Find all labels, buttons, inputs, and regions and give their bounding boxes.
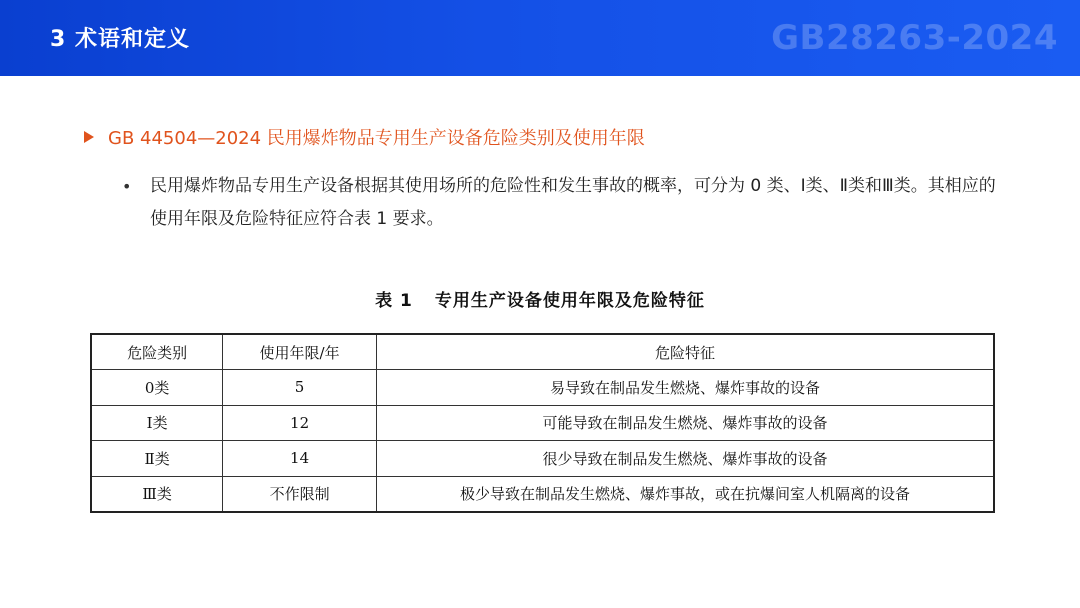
- table-row: [91, 441, 994, 477]
- table-row: [91, 405, 994, 441]
- bullet-text: 民用爆炸物品专用生产设备根据其使用场所的危险性和发生事故的概率，可分为 0 类、Ⅰ类、Ⅱ类和Ⅲ类。其相应的使用年限及危险特征应符合表 1 要求。: [150, 176, 996, 229]
- slide-title: 3 术语和定义: [50, 27, 190, 52]
- table-row: [91, 476, 994, 512]
- cell-category: Ⅰ类: [91, 405, 223, 441]
- triangle-right-icon: [84, 131, 94, 143]
- header-cell-category: 危险类别: [91, 334, 223, 370]
- header-cell-feature: 危险特征: [376, 334, 994, 370]
- cell-years: 5: [223, 370, 377, 406]
- cell-feature: 易导致在制品发生燃烧、爆炸事故的设备: [376, 370, 994, 406]
- cell-feature: 可能导致在制品发生燃烧、爆炸事故的设备: [376, 405, 994, 441]
- standard-watermark: GB28263-2024: [771, 18, 1058, 58]
- cell-years: 不作限制: [223, 476, 377, 512]
- table-caption-title: 专用生产设备使用年限及危险特征: [434, 291, 705, 311]
- header-bar: [0, 0, 1080, 76]
- cell-category: Ⅲ类: [91, 476, 223, 512]
- equipment-table: [90, 333, 995, 513]
- table-caption-number: 表 1: [375, 291, 413, 311]
- table-row: [91, 370, 994, 406]
- section-heading: [84, 124, 645, 150]
- bullet-icon: •: [122, 177, 132, 196]
- cell-feature: 极少导致在制品发生燃烧、爆炸事故，或在抗爆间室人机隔离的设备: [376, 476, 994, 512]
- cell-years: 12: [223, 405, 377, 441]
- header-cell-years: 使用年限/年: [223, 334, 377, 370]
- table-caption: [0, 286, 1080, 311]
- cell-feature: 很少导致在制品发生燃烧、爆炸事故的设备: [376, 441, 994, 477]
- section-title: GB 44504—2024 民用爆炸物品专用生产设备危险类别及使用年限: [108, 128, 645, 149]
- cell-category: 0类: [91, 370, 223, 406]
- table-header-row: [91, 334, 994, 370]
- cell-years: 14: [223, 441, 377, 477]
- cell-category: Ⅱ类: [91, 441, 223, 477]
